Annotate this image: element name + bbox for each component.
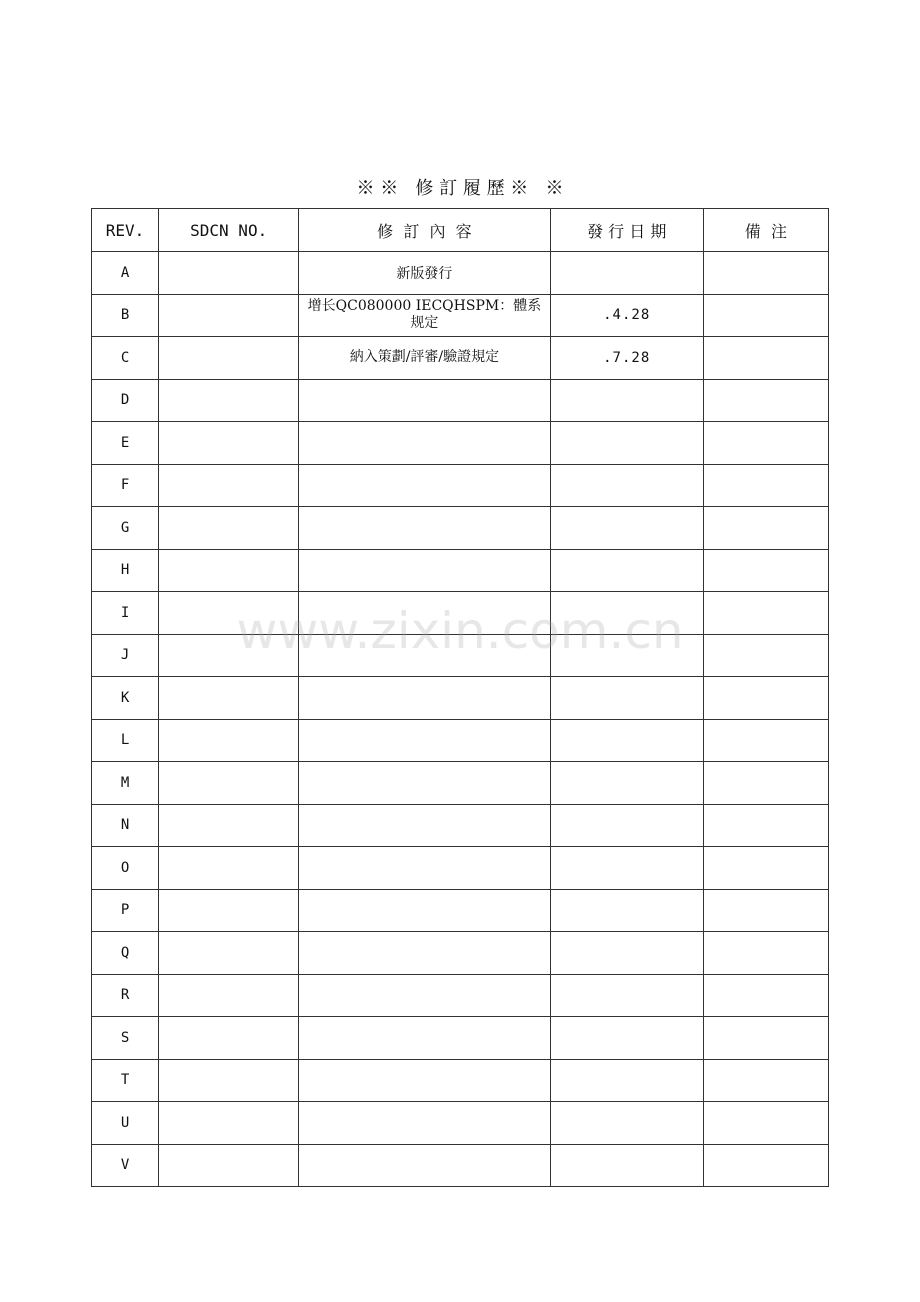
content-cell [299,804,550,847]
table-row [92,337,829,380]
table-row [92,1017,829,1060]
table-row [92,464,829,507]
rev-cell: D [92,379,159,422]
note-cell [703,847,828,890]
content-cell [299,592,550,635]
note-cell [703,762,828,805]
content-cell [299,507,550,550]
sdcn-cell [159,379,299,422]
content-cell: 納入策劃/評審/驗證規定 [299,337,550,380]
sdcn-cell [159,762,299,805]
rev-cell: C [92,337,159,380]
note-cell [703,1017,828,1060]
date-cell [550,932,703,975]
date-cell [550,592,703,635]
note-cell [703,337,828,380]
rev-cell: V [92,1144,159,1187]
note-cell [703,1059,828,1102]
note-cell [703,719,828,762]
note-cell [703,422,828,465]
content-cell [299,889,550,932]
sdcn-cell [159,974,299,1017]
note-cell [703,507,828,550]
header-note: 備 注 [703,209,828,252]
content-cell [299,762,550,805]
rev-cell: I [92,592,159,635]
watermark: www.zixin.com.cn [236,602,684,660]
table-row [92,252,829,295]
revision-history-table [91,208,829,1187]
rev-cell: Q [92,932,159,975]
content-cell: 新版發行 [299,252,550,295]
table-row [92,379,829,422]
table-row [92,932,829,975]
rev-cell: O [92,847,159,890]
date-cell [550,379,703,422]
table-row [92,677,829,720]
date-cell [550,422,703,465]
content-cell [299,719,550,762]
content-cell [299,974,550,1017]
table-row [92,1102,829,1145]
sdcn-cell [159,889,299,932]
header-date: 發 行 日 期 [550,209,703,252]
header-rev: REV. [92,209,159,252]
sdcn-cell [159,464,299,507]
sdcn-cell [159,1102,299,1145]
rev-cell: H [92,549,159,592]
table-row [92,549,829,592]
sdcn-cell [159,719,299,762]
rev-cell: A [92,252,159,295]
table-row [92,422,829,465]
note-cell [703,932,828,975]
content-cell [299,1144,550,1187]
sdcn-cell [159,1017,299,1060]
note-cell [703,889,828,932]
content-cell [299,422,550,465]
date-cell [550,762,703,805]
document-title: ※ ※ 修 訂 履 歷 ※ ※ [356,178,564,199]
sdcn-cell [159,549,299,592]
content-cell: 增长QC080000 IECQHSPM：體系规定 [299,294,550,337]
table-body [92,252,829,1187]
content-cell [299,932,550,975]
sdcn-cell [159,422,299,465]
sdcn-cell [159,932,299,975]
rev-cell: F [92,464,159,507]
date-cell [550,1059,703,1102]
table-row [92,294,829,337]
date-cell: .7.28 [550,337,703,380]
sdcn-cell [159,847,299,890]
rev-cell: B [92,294,159,337]
table-row [92,1144,829,1187]
date-cell [550,847,703,890]
date-cell [550,719,703,762]
header-content: 修 訂 內 容 [299,209,550,252]
content-cell [299,847,550,890]
header-sdcn: SDCN NO. [159,209,299,252]
content-cell [299,677,550,720]
note-cell [703,634,828,677]
content-cell [299,464,550,507]
date-cell [550,464,703,507]
date-cell [550,974,703,1017]
sdcn-cell [159,677,299,720]
rev-cell: J [92,634,159,677]
table-row [92,804,829,847]
sdcn-cell [159,804,299,847]
table-row [92,889,829,932]
note-cell [703,464,828,507]
content-cell [299,549,550,592]
date-cell [550,804,703,847]
date-cell: .4.28 [550,294,703,337]
date-cell [550,252,703,295]
note-cell [703,549,828,592]
note-cell [703,379,828,422]
rev-cell: M [92,762,159,805]
date-cell [550,889,703,932]
note-cell [703,677,828,720]
note-cell [703,1144,828,1187]
note-cell [703,974,828,1017]
table-row [92,762,829,805]
table-row [92,1059,829,1102]
note-cell [703,804,828,847]
rev-cell: K [92,677,159,720]
date-cell [550,677,703,720]
note-cell [703,1102,828,1145]
table-row [92,592,829,635]
date-cell [550,1102,703,1145]
table-row [92,974,829,1017]
sdcn-cell [159,252,299,295]
sdcn-cell [159,1059,299,1102]
table-row [92,507,829,550]
sdcn-cell [159,337,299,380]
note-cell [703,294,828,337]
rev-cell: E [92,422,159,465]
note-cell [703,252,828,295]
sdcn-cell [159,592,299,635]
content-cell [299,1017,550,1060]
sdcn-cell [159,1144,299,1187]
sdcn-cell [159,294,299,337]
rev-cell: R [92,974,159,1017]
rev-cell: N [92,804,159,847]
rev-cell: S [92,1017,159,1060]
table-row [92,847,829,890]
content-cell [299,634,550,677]
date-cell [550,1144,703,1187]
content-cell [299,379,550,422]
date-cell [550,634,703,677]
sdcn-cell [159,634,299,677]
rev-cell: L [92,719,159,762]
table-row [92,719,829,762]
content-cell [299,1059,550,1102]
date-cell [550,1017,703,1060]
sdcn-cell [159,507,299,550]
rev-cell: U [92,1102,159,1145]
table-row [92,634,829,677]
table-header-row [92,209,829,252]
rev-cell: T [92,1059,159,1102]
date-cell [550,549,703,592]
note-cell [703,592,828,635]
content-cell [299,1102,550,1145]
date-cell [550,507,703,550]
rev-cell: P [92,889,159,932]
rev-cell: G [92,507,159,550]
